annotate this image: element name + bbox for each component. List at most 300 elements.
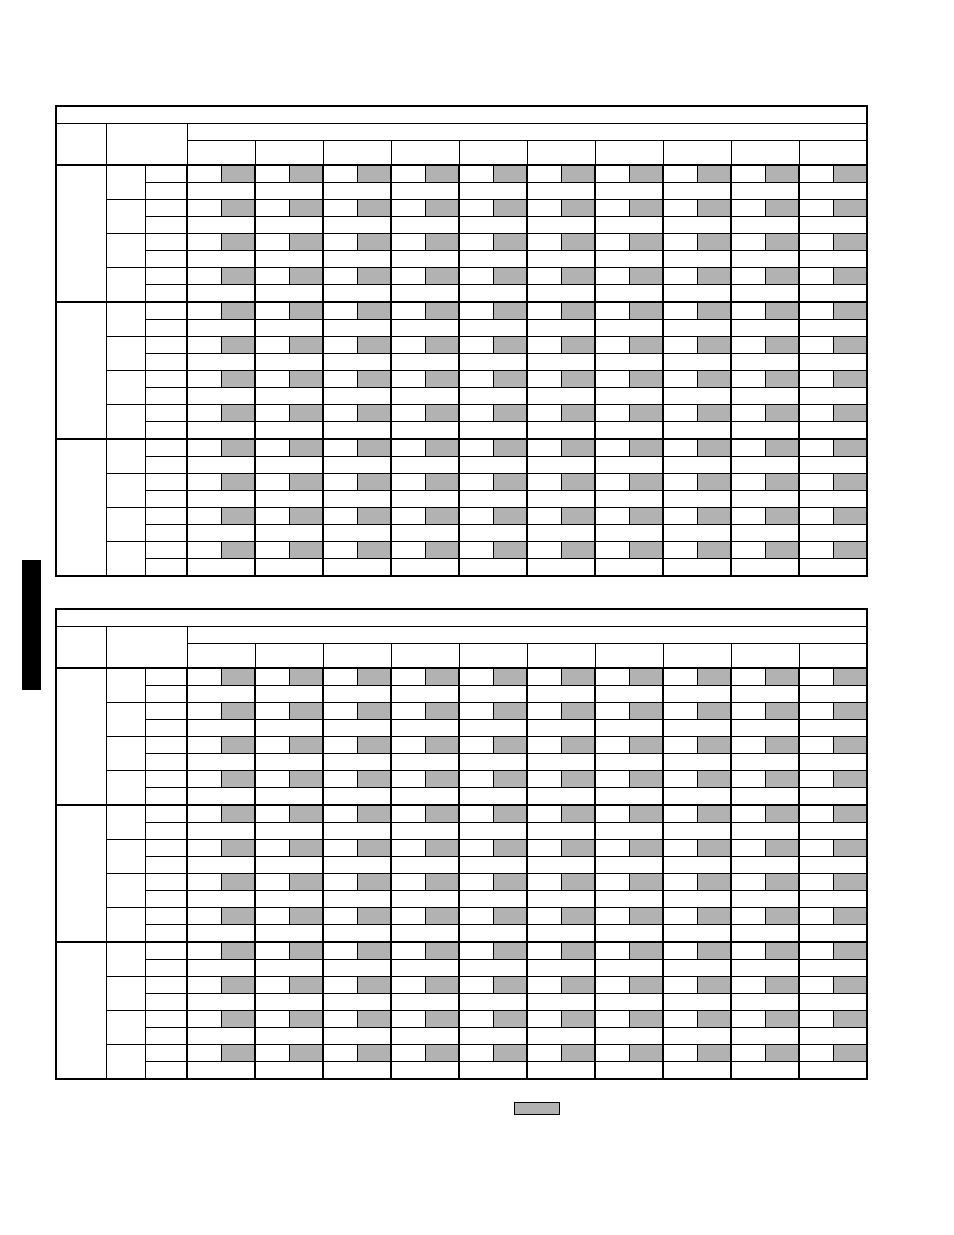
row-label-cell <box>145 388 187 405</box>
merged-value-cell <box>323 354 391 371</box>
value-cell-shaded <box>833 337 867 354</box>
table-row <box>56 874 867 891</box>
merged-value-cell <box>323 388 391 405</box>
value-cell-shaded <box>493 977 527 994</box>
value-cell-shaded <box>765 703 799 720</box>
merged-value-cell <box>731 422 799 440</box>
row-label-cell <box>145 251 187 268</box>
merged-value-cell <box>731 823 799 840</box>
merged-value-cell <box>799 994 867 1011</box>
value-cell-shaded <box>357 302 391 320</box>
merged-value-cell <box>731 525 799 542</box>
merged-value-cell <box>323 754 391 771</box>
merged-value-cell <box>187 320 255 337</box>
merged-value-cell <box>799 525 867 542</box>
value-cell-shaded <box>697 977 731 994</box>
value-cell-shaded <box>697 942 731 960</box>
merged-value-cell <box>323 525 391 542</box>
row-label-cell <box>145 508 187 525</box>
value-cell <box>391 908 425 925</box>
value-cell <box>459 337 493 354</box>
value-cell-shaded <box>629 1045 663 1062</box>
table-row <box>56 737 867 754</box>
merged-value-cell <box>187 994 255 1011</box>
value-cell-shaded <box>357 737 391 754</box>
value-cell <box>527 371 561 388</box>
column-header-7 <box>595 141 663 166</box>
value-cell <box>663 371 697 388</box>
value-cell-shaded <box>629 302 663 320</box>
merged-value-cell <box>595 251 663 268</box>
value-cell-shaded <box>833 439 867 457</box>
merged-value-cell <box>187 525 255 542</box>
value-cell-shaded <box>765 268 799 285</box>
merged-value-cell <box>799 217 867 234</box>
table-row <box>56 217 867 234</box>
value-cell <box>595 337 629 354</box>
merged-value-cell <box>731 1028 799 1045</box>
value-cell <box>527 165 561 183</box>
value-cell-shaded <box>221 805 255 823</box>
table-title-row <box>56 609 867 627</box>
value-cell-shaded <box>289 542 323 559</box>
value-cell-shaded <box>629 942 663 960</box>
value-cell <box>663 508 697 525</box>
column-header-6 <box>527 644 595 669</box>
value-cell-shaded <box>629 234 663 251</box>
merged-value-cell <box>391 891 459 908</box>
value-cell <box>323 771 357 788</box>
merged-value-cell <box>187 788 255 806</box>
value-cell-shaded <box>629 1011 663 1028</box>
value-cell-shaded <box>221 371 255 388</box>
subsection-label-cell <box>106 234 145 268</box>
value-cell <box>595 542 629 559</box>
value-cell-shaded <box>357 165 391 183</box>
value-cell-shaded <box>493 805 527 823</box>
value-cell <box>255 874 289 891</box>
value-cell-shaded <box>629 977 663 994</box>
merged-value-cell <box>799 559 867 577</box>
row-label-cell <box>145 422 187 440</box>
merged-value-cell <box>323 720 391 737</box>
merged-value-cell <box>459 354 527 371</box>
merged-value-cell <box>391 1028 459 1045</box>
value-cell-shaded <box>357 874 391 891</box>
subsection-label-cell <box>106 439 145 474</box>
merged-value-cell <box>255 559 323 577</box>
merged-value-cell <box>459 857 527 874</box>
value-cell <box>527 542 561 559</box>
value-cell-shaded <box>493 439 527 457</box>
value-cell <box>595 508 629 525</box>
value-cell-shaded <box>357 668 391 686</box>
merged-value-cell <box>187 1028 255 1045</box>
value-cell <box>187 542 221 559</box>
merged-value-cell <box>391 422 459 440</box>
merged-value-cell <box>459 891 527 908</box>
merged-value-cell <box>255 183 323 200</box>
value-cell <box>255 439 289 457</box>
merged-value-cell <box>459 1062 527 1080</box>
value-cell-shaded <box>221 405 255 422</box>
value-cell <box>459 405 493 422</box>
merged-value-cell <box>595 1028 663 1045</box>
merged-value-cell <box>663 686 731 703</box>
subsection-label-cell <box>106 874 145 908</box>
merged-value-cell <box>391 994 459 1011</box>
merged-value-cell <box>527 994 595 1011</box>
value-cell-shaded <box>493 234 527 251</box>
value-cell <box>187 1011 221 1028</box>
value-cell <box>527 942 561 960</box>
merged-value-cell <box>595 559 663 577</box>
value-cell <box>731 771 765 788</box>
value-cell-shaded <box>697 268 731 285</box>
table-row <box>56 337 867 354</box>
value-cell <box>187 908 221 925</box>
value-cell-shaded <box>561 405 595 422</box>
merged-value-cell <box>391 285 459 303</box>
value-cell <box>799 439 833 457</box>
merged-value-cell <box>595 1062 663 1080</box>
table-row <box>56 388 867 405</box>
value-cell <box>527 405 561 422</box>
subsection-label-cell <box>106 942 145 977</box>
merged-value-cell <box>799 354 867 371</box>
value-cell-shaded <box>425 405 459 422</box>
value-cell <box>459 200 493 217</box>
column-header-6 <box>527 141 595 166</box>
value-cell <box>731 1011 765 1028</box>
value-cell-shaded <box>289 942 323 960</box>
value-cell <box>187 508 221 525</box>
value-cell-shaded <box>697 668 731 686</box>
table-row <box>56 457 867 474</box>
value-cell <box>459 737 493 754</box>
merged-value-cell <box>187 422 255 440</box>
value-cell <box>731 908 765 925</box>
value-cell <box>391 805 425 823</box>
row-label-cell <box>145 217 187 234</box>
value-cell-shaded <box>697 805 731 823</box>
value-cell <box>527 668 561 686</box>
value-cell <box>663 874 697 891</box>
value-cell-shaded <box>561 737 595 754</box>
value-cell-shaded <box>493 1045 527 1062</box>
value-cell-shaded <box>289 337 323 354</box>
value-cell-shaded <box>425 337 459 354</box>
merged-value-cell <box>323 217 391 234</box>
value-cell <box>731 371 765 388</box>
column-header-8 <box>663 644 731 669</box>
table-row <box>56 668 867 686</box>
value-cell-shaded <box>833 874 867 891</box>
value-cell <box>459 977 493 994</box>
value-cell <box>731 405 765 422</box>
value-cell <box>391 200 425 217</box>
value-cell-shaded <box>697 165 731 183</box>
value-cell-shaded <box>765 405 799 422</box>
value-cell <box>527 703 561 720</box>
value-cell-shaded <box>425 771 459 788</box>
value-cell <box>527 200 561 217</box>
value-cell-shaded <box>833 474 867 491</box>
value-cell <box>459 474 493 491</box>
section-label-cell <box>56 439 106 576</box>
value-cell <box>663 405 697 422</box>
value-cell-shaded <box>493 337 527 354</box>
merged-value-cell <box>391 354 459 371</box>
value-cell <box>595 405 629 422</box>
value-cell-shaded <box>289 840 323 857</box>
merged-value-cell <box>595 754 663 771</box>
table-row <box>56 823 867 840</box>
value-cell-shaded <box>357 840 391 857</box>
merged-value-cell <box>731 320 799 337</box>
merged-value-cell <box>391 960 459 977</box>
table-row <box>56 703 867 720</box>
table-row <box>56 474 867 491</box>
value-cell-shaded <box>221 1045 255 1062</box>
value-cell <box>255 234 289 251</box>
value-cell-shaded <box>833 1011 867 1028</box>
merged-value-cell <box>527 559 595 577</box>
value-cell-shaded <box>493 737 527 754</box>
value-cell-shaded <box>221 942 255 960</box>
merged-value-cell <box>731 251 799 268</box>
value-cell <box>595 268 629 285</box>
value-cell <box>595 234 629 251</box>
table-row <box>56 559 867 577</box>
row-label-cell <box>145 720 187 737</box>
value-cell-shaded <box>493 165 527 183</box>
value-cell <box>323 200 357 217</box>
merged-value-cell <box>731 217 799 234</box>
spec-table-upper <box>55 105 868 577</box>
table-row <box>56 857 867 874</box>
value-cell <box>527 908 561 925</box>
value-cell <box>799 337 833 354</box>
value-cell <box>731 302 765 320</box>
row-label-cell <box>145 200 187 217</box>
value-cell <box>391 405 425 422</box>
merged-value-cell <box>187 754 255 771</box>
merged-value-cell <box>255 925 323 943</box>
merged-value-cell <box>527 960 595 977</box>
merged-value-cell <box>323 823 391 840</box>
value-cell <box>323 668 357 686</box>
value-cell-shaded <box>357 703 391 720</box>
merged-value-cell <box>799 1028 867 1045</box>
merged-value-cell <box>459 994 527 1011</box>
merged-value-cell <box>527 857 595 874</box>
value-cell <box>799 405 833 422</box>
value-cell <box>799 942 833 960</box>
row-label-cell <box>145 525 187 542</box>
column-header-10 <box>799 141 867 166</box>
row-label-cell <box>145 994 187 1011</box>
merged-value-cell <box>391 388 459 405</box>
merged-value-cell <box>187 491 255 508</box>
merged-value-cell <box>391 320 459 337</box>
value-cell <box>255 1011 289 1028</box>
merged-value-cell <box>255 994 323 1011</box>
value-cell <box>255 508 289 525</box>
value-cell-shaded <box>561 977 595 994</box>
value-cell-shaded <box>425 542 459 559</box>
merged-value-cell <box>663 788 731 806</box>
subsection-label-cell <box>106 371 145 405</box>
merged-value-cell <box>527 285 595 303</box>
value-cell-shaded <box>493 405 527 422</box>
merged-value-cell <box>459 491 527 508</box>
value-cell-shaded <box>765 302 799 320</box>
value-cell-shaded <box>493 840 527 857</box>
table-row <box>56 251 867 268</box>
value-cell-shaded <box>833 771 867 788</box>
merged-value-cell <box>731 857 799 874</box>
merged-value-cell <box>595 857 663 874</box>
row-label-cell <box>145 925 187 943</box>
table-row <box>56 994 867 1011</box>
merged-value-cell <box>187 857 255 874</box>
value-cell-shaded <box>221 165 255 183</box>
value-cell-shaded <box>357 474 391 491</box>
merged-value-cell <box>187 891 255 908</box>
value-cell-shaded <box>221 977 255 994</box>
value-cell <box>663 942 697 960</box>
table-row <box>56 525 867 542</box>
value-cell-shaded <box>425 874 459 891</box>
merged-value-cell <box>459 754 527 771</box>
value-cell-shaded <box>833 703 867 720</box>
value-cell-shaded <box>561 371 595 388</box>
merged-value-cell <box>731 686 799 703</box>
value-cell-shaded <box>697 1045 731 1062</box>
value-cell-shaded <box>221 908 255 925</box>
merged-value-cell <box>255 354 323 371</box>
value-cell-shaded <box>357 977 391 994</box>
subsection-label-cell <box>106 268 145 303</box>
value-cell <box>323 840 357 857</box>
merged-value-cell <box>255 422 323 440</box>
value-cell <box>187 234 221 251</box>
value-cell <box>255 1045 289 1062</box>
value-cell <box>187 874 221 891</box>
value-cell-shaded <box>493 874 527 891</box>
value-cell-shaded <box>493 371 527 388</box>
row-label-cell <box>145 542 187 559</box>
value-cell <box>459 805 493 823</box>
value-cell-shaded <box>697 1011 731 1028</box>
merged-value-cell <box>799 1062 867 1080</box>
value-cell-shaded <box>357 439 391 457</box>
value-cell <box>391 439 425 457</box>
table-row <box>56 354 867 371</box>
value-cell <box>187 302 221 320</box>
value-cell-shaded <box>561 874 595 891</box>
value-cell <box>595 371 629 388</box>
value-cell-shaded <box>629 337 663 354</box>
value-cell <box>391 942 425 960</box>
merged-value-cell <box>799 457 867 474</box>
merged-value-cell <box>323 285 391 303</box>
value-cell-shaded <box>357 908 391 925</box>
value-cell <box>391 977 425 994</box>
merged-value-cell <box>323 925 391 943</box>
value-cell-shaded <box>289 703 323 720</box>
value-cell-shaded <box>289 302 323 320</box>
value-cell <box>799 977 833 994</box>
value-cell-shaded <box>289 371 323 388</box>
value-cell <box>459 302 493 320</box>
merged-value-cell <box>255 525 323 542</box>
table-row <box>56 788 867 806</box>
value-cell-shaded <box>289 439 323 457</box>
value-cell-shaded <box>629 771 663 788</box>
value-cell <box>799 1045 833 1062</box>
value-cell-shaded <box>357 942 391 960</box>
merged-value-cell <box>391 183 459 200</box>
value-cell <box>731 1045 765 1062</box>
row-label-cell <box>145 302 187 320</box>
value-cell <box>255 771 289 788</box>
value-cell <box>323 977 357 994</box>
merged-value-cell <box>799 285 867 303</box>
subsection-label-cell <box>106 771 145 806</box>
column-header-2 <box>255 141 323 166</box>
merged-value-cell <box>459 320 527 337</box>
merged-value-cell <box>799 891 867 908</box>
merged-value-cell <box>663 422 731 440</box>
value-cell-shaded <box>697 908 731 925</box>
value-cell <box>595 668 629 686</box>
subsection-label-cell <box>106 840 145 874</box>
merged-value-cell <box>663 891 731 908</box>
merged-value-cell <box>255 251 323 268</box>
value-cell <box>255 840 289 857</box>
value-cell-shaded <box>765 840 799 857</box>
value-cell-shaded <box>289 474 323 491</box>
table-row <box>56 1062 867 1080</box>
row-label-cell <box>145 439 187 457</box>
subsection-label-cell <box>106 703 145 737</box>
value-cell <box>663 439 697 457</box>
merged-value-cell <box>663 559 731 577</box>
merged-value-cell <box>527 183 595 200</box>
merged-value-cell <box>391 754 459 771</box>
merged-value-cell <box>255 823 323 840</box>
spec-table-lower <box>55 608 868 1080</box>
value-cell <box>731 942 765 960</box>
value-cell <box>595 1011 629 1028</box>
merged-value-cell <box>323 857 391 874</box>
merged-value-cell <box>459 559 527 577</box>
merged-value-cell <box>527 388 595 405</box>
value-cell-shaded <box>765 942 799 960</box>
merged-value-cell <box>731 891 799 908</box>
merged-value-cell <box>391 1062 459 1080</box>
merged-value-cell <box>595 457 663 474</box>
value-cell-shaded <box>561 268 595 285</box>
value-cell-shaded <box>833 268 867 285</box>
row-label-cell <box>145 1011 187 1028</box>
value-cell-shaded <box>765 371 799 388</box>
merged-value-cell <box>459 457 527 474</box>
row-label-cell <box>145 942 187 960</box>
value-cell-shaded <box>561 1045 595 1062</box>
